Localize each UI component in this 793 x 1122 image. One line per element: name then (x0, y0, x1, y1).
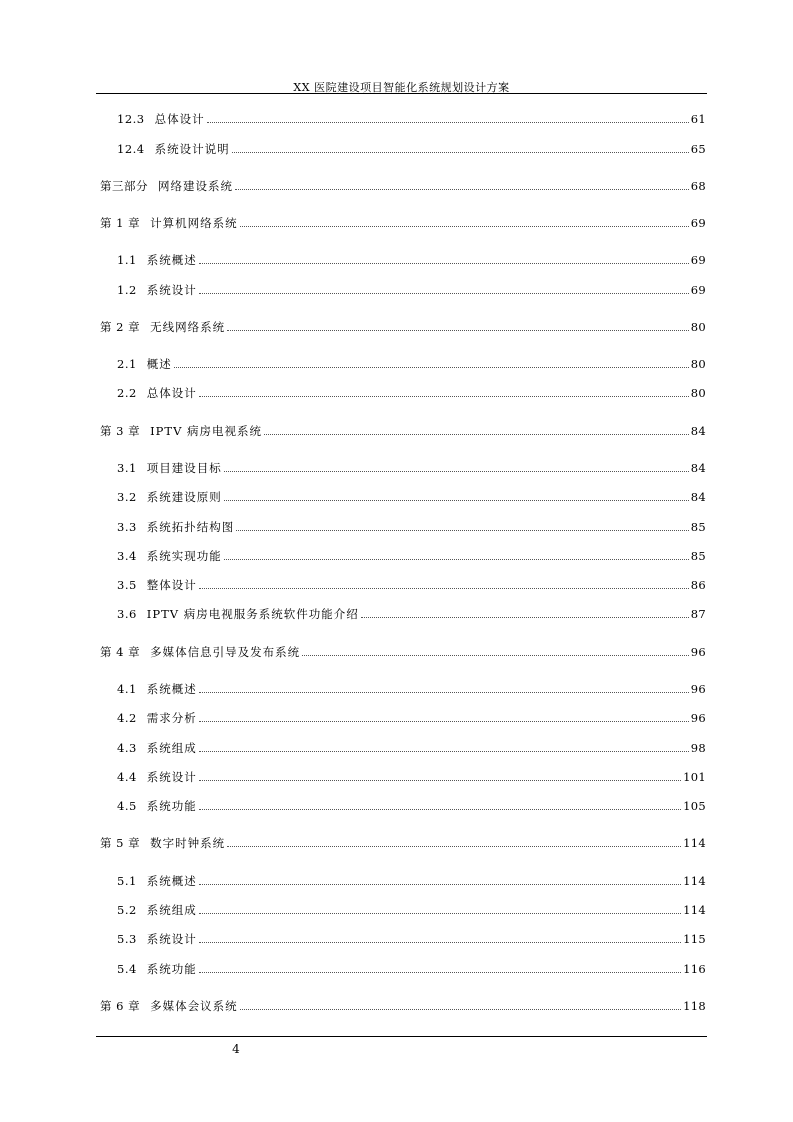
dot-leader (199, 263, 689, 264)
dot-leader (302, 655, 689, 656)
toc-entry-page: 84 (690, 490, 706, 504)
toc-entry-title: 系统拓扑结构图 (146, 520, 235, 534)
toc-chapter-entry[interactable] (100, 836, 706, 850)
toc-entry-title: 总体设计 (146, 386, 197, 400)
toc-entry-number: 1.1 (117, 253, 137, 267)
toc-entry-page: 65 (690, 142, 706, 156)
dot-leader (174, 367, 689, 368)
toc-entry-number: 3.6 (117, 607, 137, 621)
toc-entry-title: 项目建设目标 (146, 461, 222, 475)
dot-leader (235, 189, 689, 190)
dot-leader (240, 1009, 682, 1010)
toc-entry-title: 系统功能 (146, 799, 197, 813)
toc-section-entry[interactable] (117, 962, 706, 976)
toc-entry-number: 2.2 (117, 386, 137, 400)
toc-entry-number: 4.5 (117, 799, 137, 813)
toc-entry-page: 80 (690, 357, 706, 371)
toc-entry-number: 3.5 (117, 578, 137, 592)
toc-entry-page: 85 (690, 520, 706, 534)
toc-section-entry[interactable] (117, 253, 706, 267)
toc-entry-page: 98 (690, 741, 706, 755)
dot-leader (236, 530, 688, 531)
dot-leader (224, 559, 689, 560)
toc-entry-page: 69 (690, 253, 706, 267)
dot-leader (224, 471, 689, 472)
toc-entry-page: 105 (683, 799, 706, 813)
toc-entry-title: IPTV 病房电视系统 (150, 424, 263, 438)
toc-entry-title: 系统组成 (146, 741, 197, 755)
toc-section-entry[interactable] (117, 770, 706, 784)
dot-leader (232, 152, 689, 153)
toc-entry-title: IPTV 病房电视服务系统软件功能介绍 (146, 607, 359, 621)
toc-section-entry[interactable] (117, 112, 706, 126)
toc-entry-number: 12.3 (117, 112, 145, 126)
toc-entry-page: 68 (690, 179, 706, 193)
toc-entry-number: 1.2 (117, 283, 137, 297)
toc-entry-number: 12.4 (117, 142, 145, 156)
toc-entry-page: 115 (683, 932, 706, 946)
toc-chapter-entry[interactable] (100, 424, 706, 438)
dot-leader (199, 884, 681, 885)
toc-section-entry[interactable] (117, 461, 706, 475)
toc-entry-page: 85 (690, 549, 706, 563)
toc-entry-title: 系统设计 (146, 932, 197, 946)
toc-entry-number: 5.1 (117, 874, 137, 888)
toc-entry-page: 101 (683, 770, 706, 784)
toc-entry-title: 无线网络系统 (150, 320, 226, 334)
toc-entry-page: 84 (690, 461, 706, 475)
toc-entry-page: 87 (690, 607, 706, 621)
dot-leader (199, 942, 681, 943)
dot-leader (264, 434, 689, 435)
toc-entry-number: 第 3 章 (100, 424, 141, 438)
toc-entry-page: 114 (683, 874, 706, 888)
toc-entry-title: 系统概述 (146, 253, 197, 267)
toc-chapter-entry[interactable] (100, 179, 706, 193)
dot-leader (199, 809, 681, 810)
dot-leader (224, 500, 689, 501)
toc-entry-title: 系统概述 (146, 874, 197, 888)
footer-rule (96, 1036, 707, 1037)
toc-entry-page: 69 (690, 283, 706, 297)
toc-section-entry[interactable] (117, 386, 706, 400)
dot-leader (199, 293, 689, 294)
toc-chapter-entry[interactable] (100, 320, 706, 334)
dot-leader (199, 721, 689, 722)
toc-entry-number: 3.2 (117, 490, 137, 504)
toc-entry-title: 概述 (146, 357, 172, 371)
toc-entry-title: 数字时钟系统 (150, 836, 226, 850)
toc-entry-title: 系统设计说明 (154, 142, 230, 156)
toc-entry-page: 118 (683, 999, 706, 1013)
toc-entry-number: 5.3 (117, 932, 137, 946)
toc-entry-number: 第 4 章 (100, 645, 141, 659)
toc-entry-number: 5.2 (117, 903, 137, 917)
toc-entry-page: 114 (683, 836, 706, 850)
dot-leader (199, 692, 689, 693)
toc-section-entry[interactable] (117, 932, 706, 946)
toc-entry-title: 整体设计 (146, 578, 197, 592)
toc-section-entry[interactable] (117, 682, 706, 696)
toc-entry-number: 第 5 章 (100, 836, 141, 850)
dot-leader (199, 588, 689, 589)
toc-entry-title: 系统概述 (146, 682, 197, 696)
toc-entry-page: 80 (690, 320, 706, 334)
dot-leader (361, 617, 689, 618)
toc-entry-page: 116 (683, 962, 706, 976)
toc-section-entry[interactable] (117, 903, 706, 917)
toc-entry-page: 96 (690, 682, 706, 696)
toc-entry-page: 61 (690, 112, 706, 126)
toc-section-entry[interactable] (117, 490, 706, 504)
toc-entry-page: 80 (690, 386, 706, 400)
toc-entry-title: 多媒体会议系统 (150, 999, 238, 1013)
toc-entry-number: 第 1 章 (100, 216, 141, 230)
toc-entry-title: 系统功能 (146, 962, 197, 976)
toc-entry-page: 69 (690, 216, 706, 230)
dot-leader (199, 972, 681, 973)
toc-entry-number: 第 2 章 (100, 320, 141, 334)
toc-entry-title: 需求分析 (146, 711, 197, 725)
toc-entry-title: 计算机网络系统 (150, 216, 238, 230)
toc-section-entry[interactable] (117, 578, 706, 592)
toc-section-entry[interactable] (117, 283, 706, 297)
page-number: 4 (232, 1042, 240, 1056)
dot-leader (207, 122, 689, 123)
toc-entry-number: 3.1 (117, 461, 137, 475)
toc-section-entry[interactable] (117, 799, 706, 813)
toc-section-entry[interactable] (117, 741, 706, 755)
toc-section-entry[interactable] (117, 711, 706, 725)
toc-section-entry[interactable] (117, 607, 706, 621)
dot-leader (199, 751, 689, 752)
toc-entry-title: 系统设计 (146, 770, 197, 784)
toc-section-entry[interactable] (117, 142, 706, 156)
dot-leader (199, 396, 689, 397)
toc-entry-title: 多媒体信息引导及发布系统 (150, 645, 301, 659)
toc-entry-number: 3.3 (117, 520, 137, 534)
toc-chapter-entry[interactable] (100, 216, 706, 230)
dot-leader (240, 226, 689, 227)
toc-entry-title: 系统建设原则 (146, 490, 222, 504)
toc-entry-number: 第三部分 (100, 179, 148, 193)
toc-entry-number: 4.2 (117, 711, 137, 725)
document-title: XX 医院建设项目智能化系统规划设计方案 (293, 81, 510, 94)
toc-entry-number: 3.4 (117, 549, 137, 563)
toc-entry-number: 第 6 章 (100, 999, 141, 1013)
toc-entry-page: 96 (690, 711, 706, 725)
toc-chapter-entry[interactable] (100, 999, 706, 1013)
toc-section-entry[interactable] (117, 520, 706, 534)
dot-leader (199, 913, 681, 914)
toc-entry-number: 4.1 (117, 682, 137, 696)
toc-entry-page: 96 (690, 645, 706, 659)
toc-entry-page: 114 (683, 903, 706, 917)
toc-entry-number: 2.1 (117, 357, 137, 371)
toc-entry-number: 4.3 (117, 741, 137, 755)
toc-section-entry[interactable] (117, 874, 706, 888)
toc-entry-title: 总体设计 (154, 112, 205, 126)
dot-leader (199, 780, 681, 781)
dot-leader (227, 330, 689, 331)
toc-entry-title: 系统实现功能 (146, 549, 222, 563)
toc-entry-number: 5.4 (117, 962, 137, 976)
toc-entry-title: 系统设计 (146, 283, 197, 297)
toc-section-entry[interactable] (117, 549, 706, 563)
toc-entry-title: 系统组成 (146, 903, 197, 917)
toc-entry-page: 86 (690, 578, 706, 592)
toc-section-entry[interactable] (117, 357, 706, 371)
toc-entry-title: 网络建设系统 (158, 179, 233, 193)
toc-entry-page: 84 (690, 424, 706, 438)
dot-leader (227, 846, 681, 847)
toc-chapter-entry[interactable] (100, 645, 706, 659)
toc-entry-number: 4.4 (117, 770, 137, 784)
